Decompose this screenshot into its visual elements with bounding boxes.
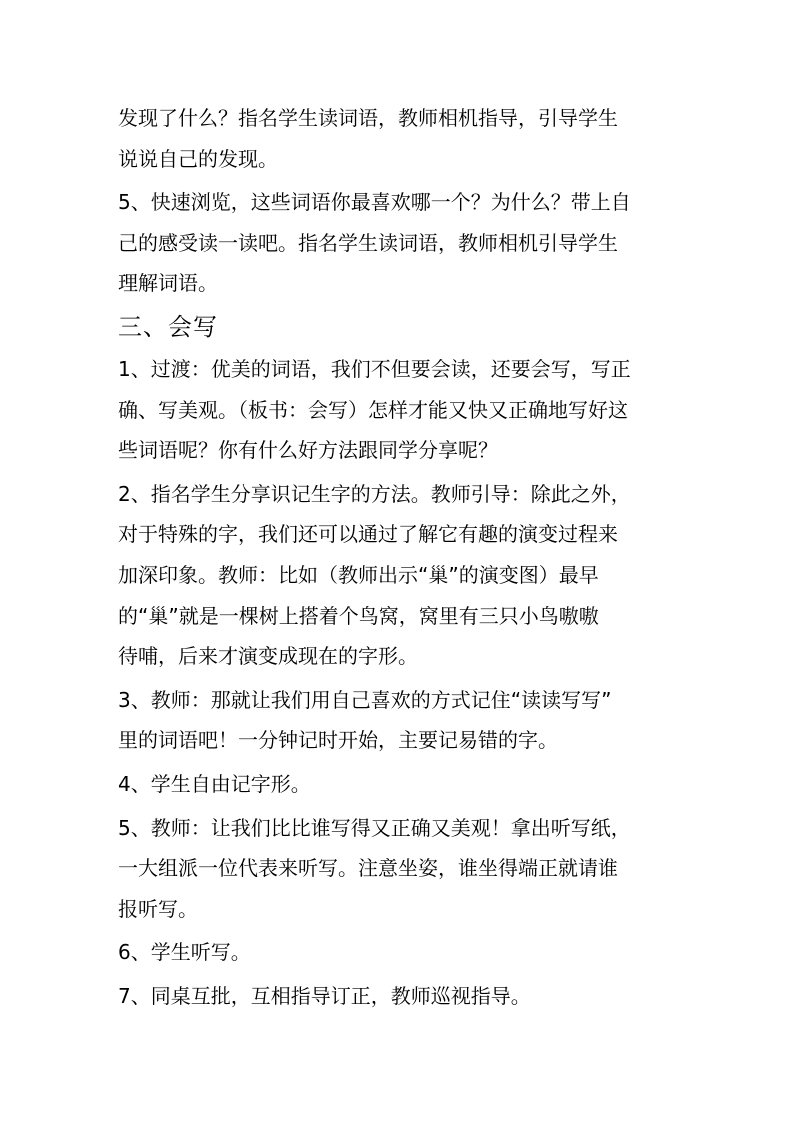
text-line: 报听写。 [118, 896, 198, 921]
section-heading: 三、会写 [118, 312, 218, 341]
text-line: 些词语呢？你有什么好方法跟同学分享呢？ [118, 438, 498, 463]
text-line: 理解词语。 [118, 271, 218, 296]
text-line: 5、快速浏览，这些词语你最喜欢哪一个？为什么？带上自 [118, 190, 631, 215]
text-line: 加深印象。教师：比如（教师出示“巢”的演变图）最早 [118, 562, 599, 587]
text-line: 6、学生听写。 [118, 940, 251, 965]
paragraph-item-2 [118, 474, 678, 677]
text-line: 对于特殊的字，我们还可以通过了解它有趣的演变过程来 [118, 522, 618, 547]
paragraph-item-5-browse [118, 182, 678, 304]
text-line: 待哺，后来才演变成现在的字形。 [118, 644, 418, 669]
text-line: 2、指名学生分享识记生字的方法。教师引导：除此之外， [118, 481, 631, 506]
text-line: 确、写美观。（板书：会写）怎样才能又快又正确地写好这 [118, 397, 628, 422]
text-line: 5、教师：让我们比比谁写得又正确又美观！拿出听写纸， [118, 815, 631, 840]
paragraph-item-6 [118, 932, 678, 973]
text-line: 的“巢”就是一棵树上搭着个鸟窝，窝里有三只小鸟嗷嗷 [118, 603, 599, 628]
text-line: 3、教师：那就让我们用自己喜欢的方式记住“读读写写” [118, 687, 612, 712]
text-line: 7、同桌互批，互相指导订正，教师巡视指导。 [118, 983, 531, 1008]
text-line: 发现了什么？指名学生读词语，教师相机指导，引导学生 [118, 106, 618, 130]
paragraph-item-5-dictation [118, 808, 678, 930]
document-page [118, 98, 678, 1019]
text-line: 里的词语吧！一分钟记时开始，主要记易错的字。 [118, 728, 558, 753]
text-line: 1、过渡：优美的词语，我们不但要会读，还要会写，写正 [118, 356, 631, 381]
text-line: 一大组派一位代表来听写。注意坐姿，谁坐得端正就请谁 [118, 856, 618, 881]
text-line: 己的感受读一读吧。指名学生读词语，教师相机引导学生 [118, 230, 618, 255]
paragraph-item-4 [118, 764, 678, 805]
paragraph-intro [118, 98, 678, 179]
paragraph-item-7 [118, 976, 678, 1017]
paragraph-item-1 [118, 349, 678, 471]
text-line: 4、学生自由记字形。 [118, 771, 311, 796]
paragraph-item-3 [118, 680, 678, 761]
text-line: 说说自己的发现。 [118, 146, 278, 171]
